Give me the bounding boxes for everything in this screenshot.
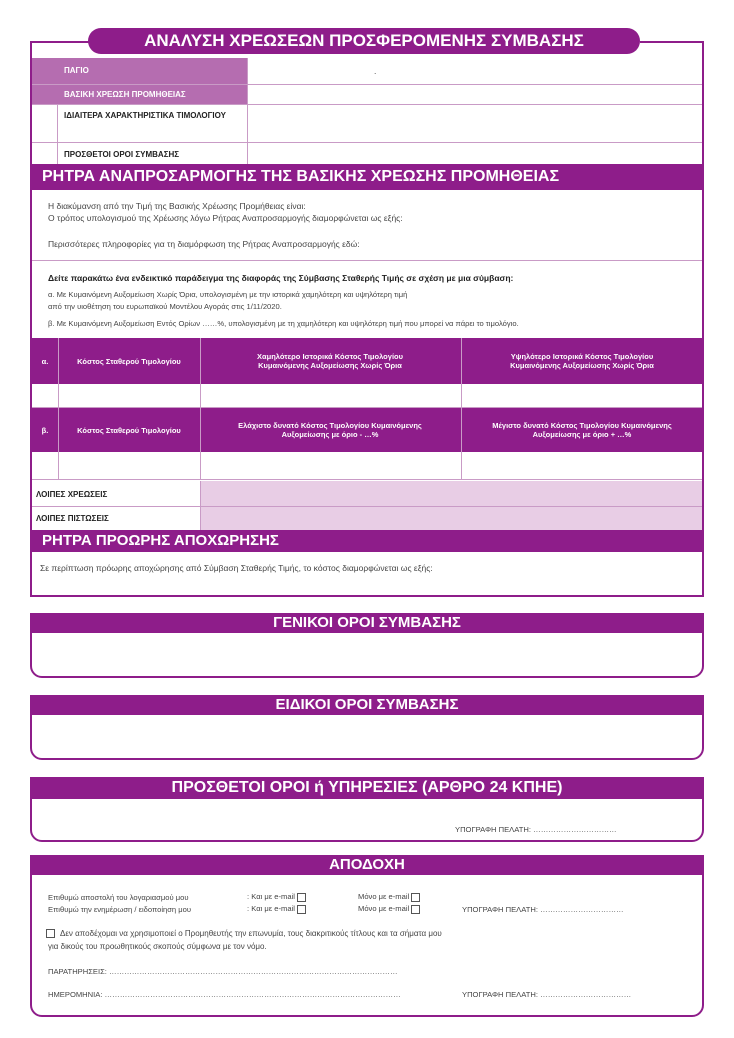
idiaitera-label: ΙΔΙΑΙΤΕΡΑ ΧΑΡΑΚΤΗΡΙΣΤΙΚΑ ΤΙΜΟΛΟΓΙΟΥ <box>64 111 226 120</box>
example-heading: Δείτε παρακάτω ένα ενδεικτικό παράδειγμα της διαφοράς της Σύμβασης Σταθερής Τιμής σε σχέση με μια σύμβαση: <box>48 273 514 283</box>
loipes-pistoseis-label: ΛΟΙΠΕΣ ΠΙΣΤΩΣΕΙΣ <box>36 514 109 523</box>
genikoi-header: ΓΕΝΙΚΟΙ ΟΡΟΙ ΣΥΜΒΑΣΗΣ <box>30 613 704 633</box>
prosthetoi-label: ΠΡΟΣΘΕΤΟΙ ΟΡΟΙ ΣΥΜΒΑΣΗΣ <box>64 150 180 159</box>
eidikoi-header: ΕΙΔΙΚΟΙ ΟΡΟΙ ΣΥΜΒΑΣΗΣ <box>30 695 704 715</box>
checkbox-icon <box>411 893 420 902</box>
vasiki-xreosi-label: ΒΑΣΙΚΗ ΧΡΕΩΣΗ ΠΡΟΜΗΘΕΙΑΣ <box>64 90 186 99</box>
prowri-header: ΡΗΤΡΑ ΠΡΟΩΡΗΣ ΑΠΟΧΩΡΗΣΗΣ <box>32 530 702 552</box>
example-a-line-1: α. Με Κυμαινόμενη Αυξομείωση Χωρίς Όρια, υπολογισμένη με την ιστορικά χαμηλότερη και υψηλότερη τιμή <box>48 290 408 299</box>
table-a-col1: Κόστος Σταθερού Τιμολογίου <box>77 356 181 366</box>
signature-line-3[interactable]: ΥΠΟΓΡΑΦΗ ΠΕΛΑΤΗ: ……………………………… <box>462 990 632 999</box>
checkbox-icon <box>297 905 306 914</box>
apodoxi-row2-label: Επιθυμώ την ενημέρωση / ειδοποίηση μου <box>48 905 192 914</box>
table-b-col1: Κόστος Σταθερού Τιμολογίου <box>77 425 181 435</box>
table-b-col2: Ελάχιστο δυνατό Κόστος Τιμολογίου Κυμαινόμενης Αυξομείωσης με όριο - …% <box>238 421 422 439</box>
ritra-header: ΡΗΤΡΑ ΑΝΑΠΡΟΣΑΡΜΟΓΗΣ ΤΗΣ ΒΑΣΙΚΗΣ ΧΡΕΩΣΗΣ ΠΡΟΜΗΘΕΙΑΣ <box>32 164 702 190</box>
ritra-line-3: Περισσότερες πληροφορίες για τη διαμόρφωση της Ρήτρας Αναπροσαρμογής εδώ: <box>48 239 360 249</box>
pagio-value: . <box>374 66 377 76</box>
consent-line-2: για δικούς του προωθητικούς σκοπούς σύμφωνα με τον νόμο. <box>48 942 267 951</box>
table-a-col3: Υψηλότερο Ιστορικά Κόστος Τιμολογίου Κυμαινόμενης Αυξομείωσης Χωρίς Όρια <box>510 352 654 370</box>
checkbox-icon <box>411 905 420 914</box>
apodoxi-row2-opt1[interactable]: : Και με e-mail <box>247 904 306 914</box>
imerominia-line[interactable]: ΗΜΕΡΟΜΗΝΙΑ: ……………………………………………………………………………………………………… <box>48 990 401 999</box>
ritra-line-1: Η διακύμανση από την Τιμή της Βασικής Χρέωσης Προμήθειας είναι: <box>48 201 306 211</box>
signature-line-2[interactable]: ΥΠΟΓΡΑΦΗ ΠΕΛΑΤΗ: …………………………… <box>462 905 624 914</box>
apodoxi-header: ΑΠΟΔΟΧΗ <box>30 855 704 875</box>
apodoxi-row1-opt2[interactable]: Μόνο με e-mail <box>358 892 420 902</box>
apodoxi-row2-opt2[interactable]: Μόνο με e-mail <box>358 904 420 914</box>
prosthetoi-yp-header: ΠΡΟΣΘΕΤΟΙ ΟΡΟΙ ή ΥΠΗΡΕΣΙΕΣ (ΑΡΘΡΟ 24 ΚΠΗΕ) <box>30 777 704 799</box>
prowri-text: Σε περίπτωση πρόωρης αποχώρησης από Σύμβαση Σταθερής Τιμής, το κόστος διαμορφώνεται ως εξής: <box>40 563 433 573</box>
loipes-xreoseis-label: ΛΟΙΠΕΣ ΧΡΕΩΣΕΙΣ <box>36 490 108 499</box>
table-a-letter: α. <box>41 356 49 366</box>
paratiriseis-line[interactable]: ΠΑΡΑΤΗΡΗΣΕΙΣ: …………………………………………………………………………………………………… <box>48 967 398 976</box>
table-b-col3: Μέγιστο δυνατό Κόστος Τιμολογίου Κυμαινόμενης Αυξομείωσης με όριο + …% <box>492 421 672 439</box>
table-b-letter: β. <box>41 425 49 435</box>
apodoxi-row1-opt1[interactable]: : Και με e-mail <box>247 892 306 902</box>
ritra-line-2: Ο τρόπος υπολογισμού της Χρέωσης λόγω Ρήτρας Αναπροσαρμογής διαμορφώνεται ως εξής: <box>48 213 403 223</box>
checkbox-icon <box>297 893 306 902</box>
example-b-line: β. Με Κυμαινόμενη Αυξομείωση Εντός Ορίων ……%, υπολογισμένη με τη χαμηλότερη και υψηλότερη τιμή που μπορεί να πάρει το τιμολόγιο. <box>48 319 519 328</box>
table-a-col2: Χαμηλότερο Ιστορικά Κόστος Τιμολογίου Κυμαινόμενης Αυξομείωσης Χωρίς Όρια <box>257 352 403 370</box>
apodoxi-row1-label: Επιθυμώ αποστολή του λογαριασμού μου <box>48 893 189 902</box>
example-a-line-2: από την υιοθέτηση του ευρωπαϊκού Μοντέλου Αγοράς στις 1/11/2020. <box>48 302 282 311</box>
signature-line-1[interactable]: ΥΠΟΓΡΑΦΗ ΠΕΛΑΤΗ: …………………………… <box>455 825 617 834</box>
pagio-label: ΠΑΓΙΟ <box>64 66 89 75</box>
consent-line-1: Δεν αποδέχομαι να χρησιμοποιεί ο Προμηθευτής την επωνυμία, τους διακριτικούς τίτλους και τα σήματα μου <box>60 929 442 938</box>
main-title: ΑΝΑΛΥΣΗ ΧΡΕΩΣΕΩΝ ΠΡΟΣΦΕΡΟΜΕΝΗΣ ΣΥΜΒΑΣΗΣ <box>88 28 640 54</box>
consent-checkbox[interactable] <box>46 929 55 938</box>
